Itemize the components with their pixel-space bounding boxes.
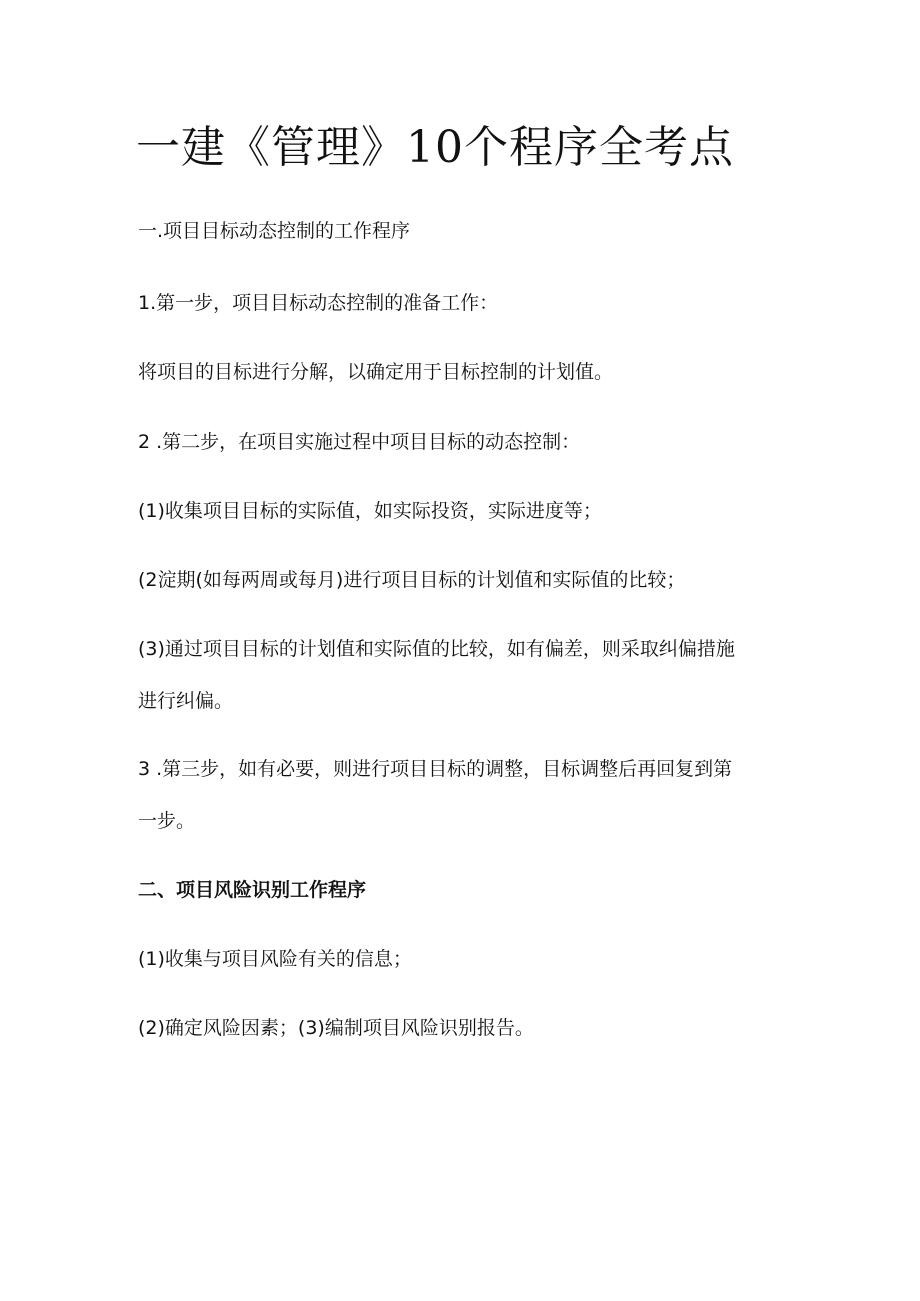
list-item-risk-factors-report: (2)确定风险因素；(3)编制项目风险识别报告。 bbox=[138, 1017, 534, 1039]
list-item-deviation-correction: (3)通过项目目标的计划值和实际值的比较，如有偏差，则采取纠偏措施 bbox=[138, 638, 735, 660]
list-item-collect-risk-info: (1)收集与项目风险有关的信息； bbox=[138, 948, 412, 970]
list-item-deviation-correction-continued: 进行纠偏。 bbox=[138, 690, 234, 712]
step-three-text: 3 .第三步，如有必要，则进行项目目标的调整，目标调整后再回复到第 bbox=[138, 758, 733, 780]
list-item-collect-actual-values: (1)收集项目目标的实际值，如实际投资，实际进度等； bbox=[138, 500, 602, 522]
list-item-periodic-comparison: (2淀期(如每两周或每月)进行项目目标的计划值和实际值的比较； bbox=[138, 569, 686, 591]
step-one-heading: 1.第一步，项目目标动态控制的准备工作： bbox=[138, 292, 499, 314]
step-two-heading: 2 .第二步，在项目实施过程中项目目标的动态控制： bbox=[138, 431, 581, 453]
section-heading-2: 二、项目风险识别工作程序 bbox=[138, 879, 367, 901]
section-heading-1: 一.项目目标动态控制的工作程序 bbox=[138, 220, 411, 242]
document-title: 一建《管理》10个程序全考点 bbox=[136, 122, 734, 173]
step-one-text: 将项目的目标进行分解，以确定用于目标控制的计划值。 bbox=[138, 361, 614, 383]
step-three-text-continued: 一步。 bbox=[138, 810, 196, 832]
